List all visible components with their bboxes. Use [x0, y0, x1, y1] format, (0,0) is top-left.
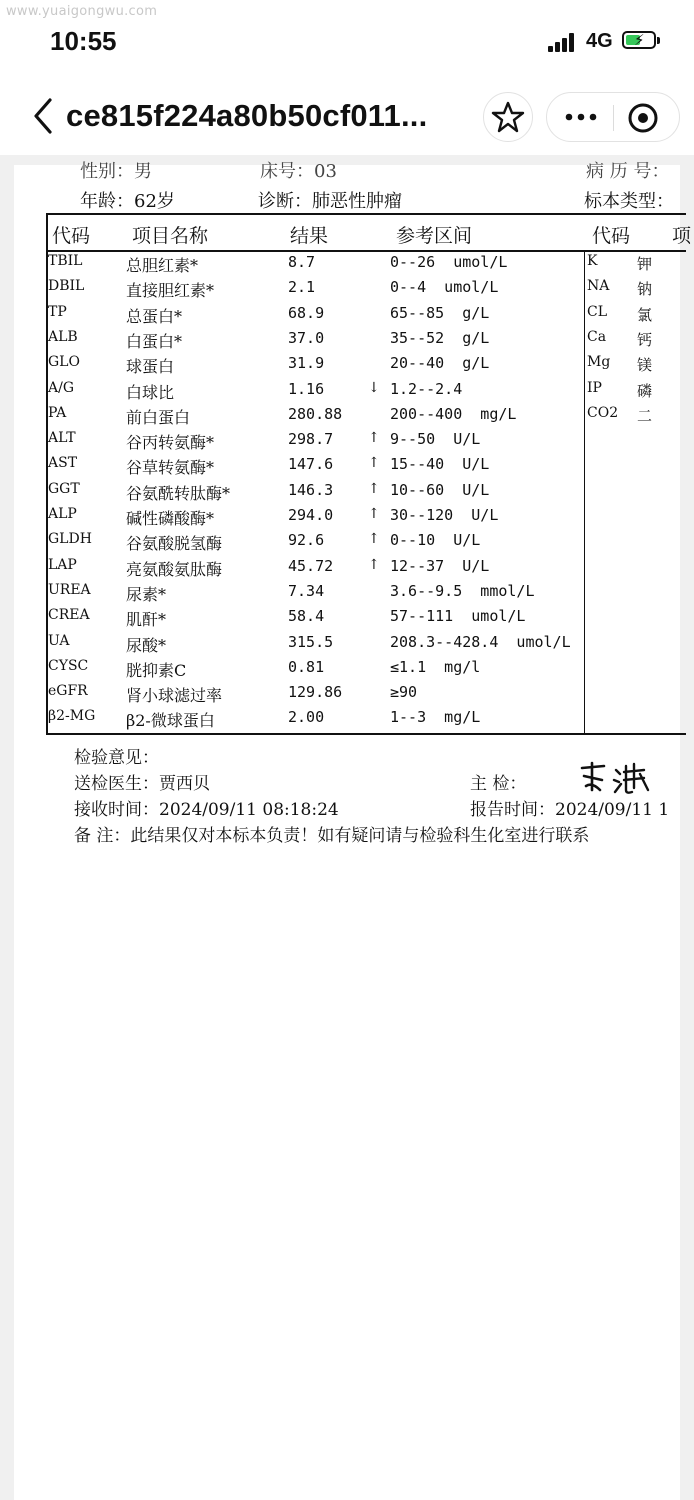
capsule-menu — [546, 92, 680, 142]
row-name: 尿酸* — [126, 635, 167, 655]
remark: 备 注：此结果仅对本标本负责！如有疑问请与检验科生化室进行联系 — [74, 826, 590, 846]
row-result: 280.88 — [288, 404, 343, 423]
row-code: TP — [48, 303, 67, 320]
row-code: UA — [48, 632, 70, 649]
row-flag: ↑ — [368, 430, 380, 447]
network-label: 4G — [586, 30, 613, 52]
row-result: 2.1 — [288, 278, 316, 297]
row-code: DBIL — [48, 278, 85, 295]
row-name: 球蛋白 — [126, 357, 175, 377]
patient-age: 年龄：62岁 — [80, 191, 175, 212]
row-name: 白球比 — [126, 382, 175, 402]
sample-type: 标本类型： — [584, 191, 674, 212]
row-result: 31.9 — [288, 354, 325, 373]
row-code: GGT — [48, 480, 80, 497]
header-name: 项目名称 — [132, 225, 209, 247]
row-code: GLDH — [48, 531, 92, 548]
row-code: PA — [48, 404, 67, 421]
row-result: 37.0 — [288, 328, 325, 347]
table-row — [48, 253, 588, 278]
row-name: 谷氨酸脱氢酶 — [126, 534, 223, 554]
table-row — [48, 430, 588, 455]
row-code: AST — [48, 455, 78, 472]
table-row — [48, 506, 588, 531]
row-result: 315.5 — [288, 632, 334, 651]
row-code: K — [587, 253, 598, 269]
table-row — [48, 380, 588, 405]
row-code: GLO — [48, 354, 80, 371]
report-time: 报告时间：2024/09/11 1 — [470, 800, 670, 820]
row-name: 钙 — [637, 330, 653, 349]
table-row — [48, 304, 588, 329]
table-row — [48, 683, 588, 708]
row-result: 129.86 — [288, 683, 343, 702]
table-row — [48, 354, 588, 379]
row-result: 92.6 — [288, 531, 325, 550]
row-range: 0--26 umol/L — [390, 253, 508, 271]
row-name: 谷丙转氨酶* — [126, 433, 215, 453]
row-range: 9--50 U/L — [390, 430, 481, 449]
row-result: 0.81 — [288, 657, 325, 676]
row-code: Ca — [587, 328, 607, 345]
row-result: 8.7 — [288, 253, 316, 271]
row-range: 57--111 umol/L — [390, 607, 526, 626]
nav-bar — [0, 80, 694, 155]
row-result: 2.00 — [288, 708, 325, 727]
row-result: 298.7 — [288, 430, 334, 449]
row-code: β2-MG — [48, 708, 96, 725]
doctor-label: 送检医生：贾西贝 — [74, 774, 210, 794]
row-result: 1.16 — [288, 379, 325, 398]
row-name: 前白蛋白 — [126, 407, 191, 427]
row-code: CO2 — [587, 404, 619, 421]
row-name: 钾 — [637, 255, 653, 273]
row-name: 肌酐* — [126, 610, 167, 630]
status-time: 10:55 — [50, 26, 117, 56]
table-row — [48, 607, 588, 632]
row-name: 谷氨酰转肽酶* — [126, 483, 231, 503]
row-name: β2-微球蛋白 — [126, 711, 215, 731]
close-miniapp-icon[interactable] — [625, 100, 661, 136]
row-code: CYSC — [48, 657, 89, 674]
table-row — [48, 455, 588, 480]
row-code: CL — [587, 303, 608, 320]
table-row — [48, 531, 588, 556]
row-code: IP — [587, 379, 602, 396]
row-range: 15--40 U/L — [390, 455, 490, 474]
diagnosis: 诊断：肺恶性肿瘤 — [258, 191, 402, 212]
header-range: 参考区间 — [396, 225, 473, 247]
page-title: ce815f224a80b50cf011... — [66, 98, 428, 133]
row-range: 1.2--2.4 — [390, 379, 463, 398]
row-code: Mg — [587, 354, 611, 371]
row-code: ALB — [48, 328, 78, 345]
signature-image — [574, 760, 654, 796]
row-name: 总蛋白* — [126, 306, 183, 326]
row-code: ALT — [48, 430, 76, 447]
row-name: 亮氨酸氨肽酶 — [126, 559, 223, 579]
row-code: CREA — [48, 607, 90, 624]
row-result: 147.6 — [288, 455, 334, 474]
back-icon[interactable] — [30, 96, 60, 136]
row-range: 208.3--428.4 umol/L — [390, 632, 571, 651]
bed-cut: 床号：03 — [260, 161, 337, 182]
inspector-label: 主 检： — [470, 774, 527, 794]
opinion-label: 检验意见： — [74, 748, 159, 768]
row-range: 65--85 g/L — [390, 303, 490, 322]
row-code: NA — [587, 278, 610, 295]
table-row — [48, 278, 588, 303]
row-range: 30--120 U/L — [390, 506, 499, 524]
row-code: LAP — [48, 556, 77, 573]
row-range: 35--52 g/L — [390, 328, 490, 347]
table-row — [48, 481, 588, 506]
row-range: 10--60 U/L — [390, 480, 490, 499]
receive-time: 接收时间：2024/09/11 08:18:24 — [74, 800, 339, 820]
row-code: UREA — [48, 581, 91, 598]
row-name: 钠 — [637, 280, 653, 299]
row-flag: ↑ — [368, 455, 380, 472]
table-row — [48, 329, 588, 354]
row-result: 294.0 — [288, 506, 334, 524]
header-name-2: 项 — [672, 225, 692, 247]
row-result: 146.3 — [288, 480, 334, 499]
table-row — [48, 582, 588, 607]
row-name: 镁 — [637, 356, 653, 375]
row-result: 58.4 — [288, 607, 325, 626]
row-flag: ↑ — [368, 480, 380, 497]
table-row — [48, 557, 588, 582]
header-result: 结果 — [290, 225, 329, 247]
row-result: 7.34 — [288, 581, 325, 600]
row-result: 68.9 — [288, 303, 325, 322]
row-flag: ↑ — [368, 556, 380, 573]
row-name: 肾小球滤过率 — [126, 686, 223, 706]
row-range: 20--40 g/L — [390, 354, 490, 373]
row-range: 0--4 umol/L — [390, 278, 499, 297]
row-range: ≥90 — [390, 683, 418, 702]
record-cut: 病 历 号： — [586, 161, 670, 182]
row-name: 碱性磷酸酶* — [126, 509, 215, 528]
table-row — [48, 633, 588, 658]
row-code: eGFR — [48, 683, 88, 700]
row-name: 总胆红素* — [126, 256, 199, 275]
watermark: www.yuaigongwu.com — [6, 4, 158, 19]
signal-icon — [548, 32, 580, 52]
row-name: 二 — [637, 406, 653, 425]
row-code: ALP — [48, 506, 77, 522]
row-range: 1--3 mg/L — [390, 708, 481, 727]
row-name: 胱抑素C — [126, 660, 187, 680]
star-icon — [484, 93, 532, 141]
row-name: 直接胆红素* — [126, 281, 215, 301]
table-row — [48, 405, 588, 430]
row-range: 3.6--9.5 mmol/L — [390, 581, 535, 600]
row-name: 氯 — [637, 305, 653, 324]
row-name: 尿素* — [126, 584, 167, 604]
row-result: 45.72 — [288, 556, 334, 575]
row-range: 200--400 mg/L — [390, 404, 517, 423]
row-range: 12--37 U/L — [390, 556, 490, 575]
row-name: 磷 — [637, 381, 653, 400]
favorite-button[interactable] — [483, 92, 533, 142]
row-code: TBIL — [48, 253, 83, 269]
header-code-2: 代码 — [592, 225, 631, 247]
row-flag: ↓ — [368, 379, 380, 396]
table-row — [48, 708, 588, 733]
gender-cut: 性别：男 — [80, 161, 152, 182]
row-code: A/G — [48, 379, 75, 396]
row-name: 白蛋白* — [126, 331, 183, 351]
report-page — [14, 161, 692, 1500]
row-range: ≤1.1 mg/l — [390, 657, 481, 676]
table-row — [48, 658, 588, 683]
row-flag: ↑ — [368, 506, 380, 522]
header-code: 代码 — [52, 225, 91, 247]
more-icon[interactable] — [561, 99, 601, 135]
row-flag: ↑ — [368, 531, 380, 548]
row-range: 0--10 U/L — [390, 531, 481, 550]
battery-icon: ⚡ — [622, 31, 656, 49]
row-name: 谷草转氨酶* — [126, 458, 215, 478]
